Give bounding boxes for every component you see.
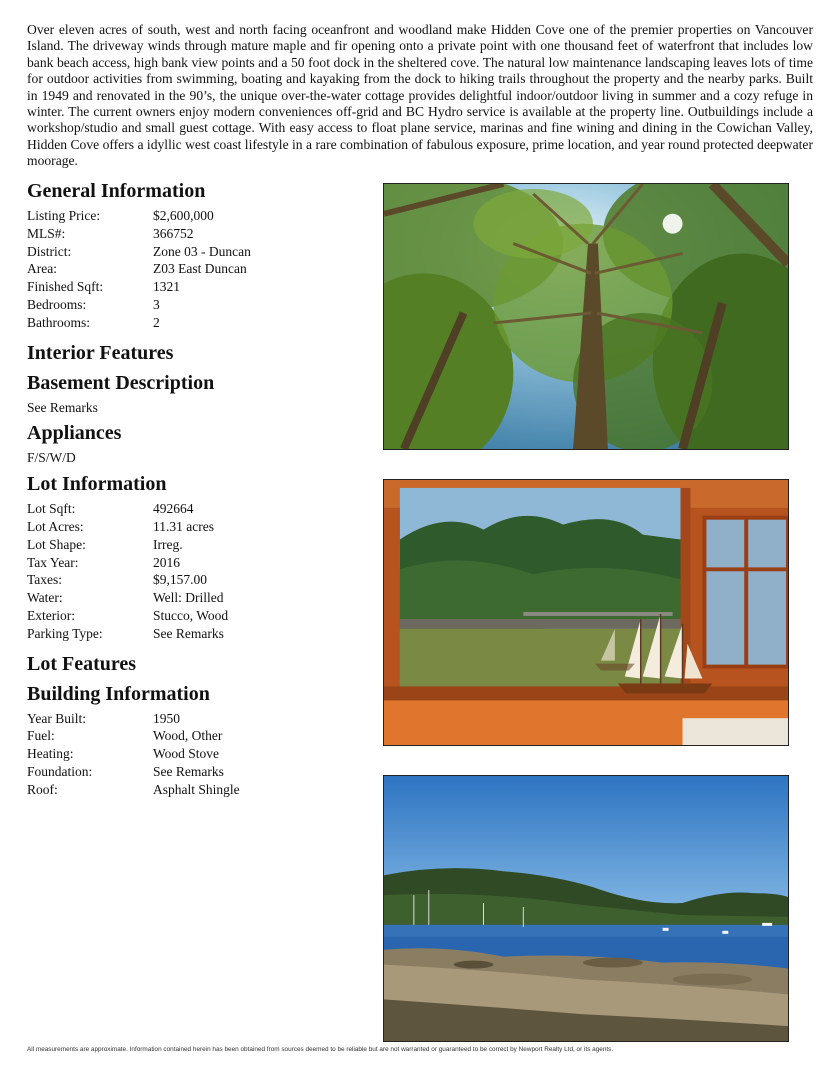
detail-row [27,225,372,243]
detail-row [27,727,372,745]
property-details [27,178,372,799]
detail-label: Fuel: [27,728,55,744]
detail-row [27,571,372,589]
window-view-photo [383,479,789,746]
detail-label: District: [27,243,72,259]
detail-label: Finished Sqft: [27,279,104,295]
detail-value: 2 [153,314,160,330]
detail-label: Bathrooms: [27,314,90,330]
detail-value: 1950 [153,710,180,726]
detail-label: Water: [27,590,63,606]
lot-information-list [27,500,372,642]
detail-label: Listing Price: [27,208,101,223]
detail-row [27,314,372,332]
disclaimer: All measurements are approximate. Information contained herein has been obtained from sources deemed to be reliable but are not warranted or guaranteed to be correct by Newport Realty Ltd, or its agents. [27,1046,614,1053]
detail-label: Lot Sqft: [27,501,76,517]
detail-value: 11.31 acres [153,518,214,534]
detail-value: $2,600,000 [153,208,214,223]
window-view-image [384,480,788,745]
detail-value: See Remarks [153,763,224,779]
detail-label: Tax Year: [27,554,79,570]
detail-value: Wood, Other [153,728,223,744]
detail-row [27,500,372,518]
detail-row [27,589,372,607]
detail-value: See Remarks [153,625,224,641]
detail-label: Roof: [27,781,58,797]
building-information-heading: Building Information [27,682,210,705]
detail-label: MLS#: [27,225,66,241]
detail-label: Exterior: [27,607,75,623]
building-information-list [27,710,372,799]
detail-label: Year Built: [27,710,87,726]
property-description: Over eleven acres of south, west and north facing oceanfront and woodland make Hidden Cove one of the premier properties on Vancouver Island. The driveway winds through mature maple and fir opening onto a private point with one thousand feet of waterfront that includes low bank beach access, high bank view points and a 50 foot dock in the sheltered cove. The natural low maintenance landscaping leaves lots of time for outdoor activities from swimming, boating and kayaking from the dock to hiking trails throughout the property and the nearby parks. Built in 1949 and renovated in the 90’s, the unique over-the-water cottage provides delightful indoor/outdoor living in summer and a cozy refuge in winter. The current owners enjoy modern conveniences off-grid and BC Hydro service is available at the property line. Outbuildings include a workshop/studio and small guest cottage. With easy access to float plane service, marinas and fine wining and dining in the Cowichan Valley, Hidden Cove offers a idyllic west coast lifestyle in a rare combination of fabulous exposure, prime location, and year round protected deepwater moorage. [27,22,813,169]
detail-row [27,625,372,643]
detail-label: Area: [27,261,57,277]
detail-row [27,781,372,799]
detail-row [27,745,372,763]
detail-row [27,710,372,728]
detail-row [27,278,372,296]
forest-canopy-image [384,184,788,449]
detail-label: Lot Acres: [27,518,84,534]
basement-description-value: See Remarks [27,399,98,415]
detail-value: 1321 [153,279,180,295]
detail-value: $9,157.00 [153,572,207,588]
appliances-value: F/S/W/D [27,450,76,466]
detail-label: Bedrooms: [27,296,87,312]
detail-row [27,554,372,572]
detail-row [27,243,372,261]
detail-row [27,607,372,625]
general-information-heading: General Information [27,180,206,202]
detail-value: Wood Stove [153,746,220,762]
detail-label: Heating: [27,746,74,762]
detail-value: Asphalt Shingle [153,781,240,797]
basement-description-heading: Basement Description [27,371,215,394]
detail-row [27,518,372,536]
detail-label: Foundation: [27,763,93,779]
detail-label: Lot Shape: [27,536,86,552]
detail-row [27,296,372,314]
detail-value: 3 [153,296,160,312]
detail-label: Taxes: [27,572,63,588]
lot-information-heading: Lot Information [27,473,167,496]
detail-row [27,536,372,554]
detail-value: 492664 [153,501,194,517]
detail-value: Irreg. [153,536,183,552]
detail-row [27,763,372,781]
forest-canopy-photo [383,183,789,450]
detail-value: 2016 [153,554,180,570]
detail-row [27,260,372,278]
detail-row [27,207,372,225]
detail-value: Z03 East Duncan [153,261,247,277]
general-information-list [27,207,372,332]
lot-features-heading: Lot Features [27,652,137,675]
cove-view-image [384,776,788,1041]
detail-value: Stucco, Wood [153,607,229,623]
interior-features-heading: Interior Features [27,341,174,364]
detail-value: Zone 03 - Duncan [153,243,251,259]
detail-value: 366752 [153,225,194,241]
cove-view-photo [383,775,789,1042]
appliances-heading: Appliances [27,422,122,445]
detail-label: Parking Type: [27,625,103,641]
detail-value: Well: Drilled [153,590,224,606]
